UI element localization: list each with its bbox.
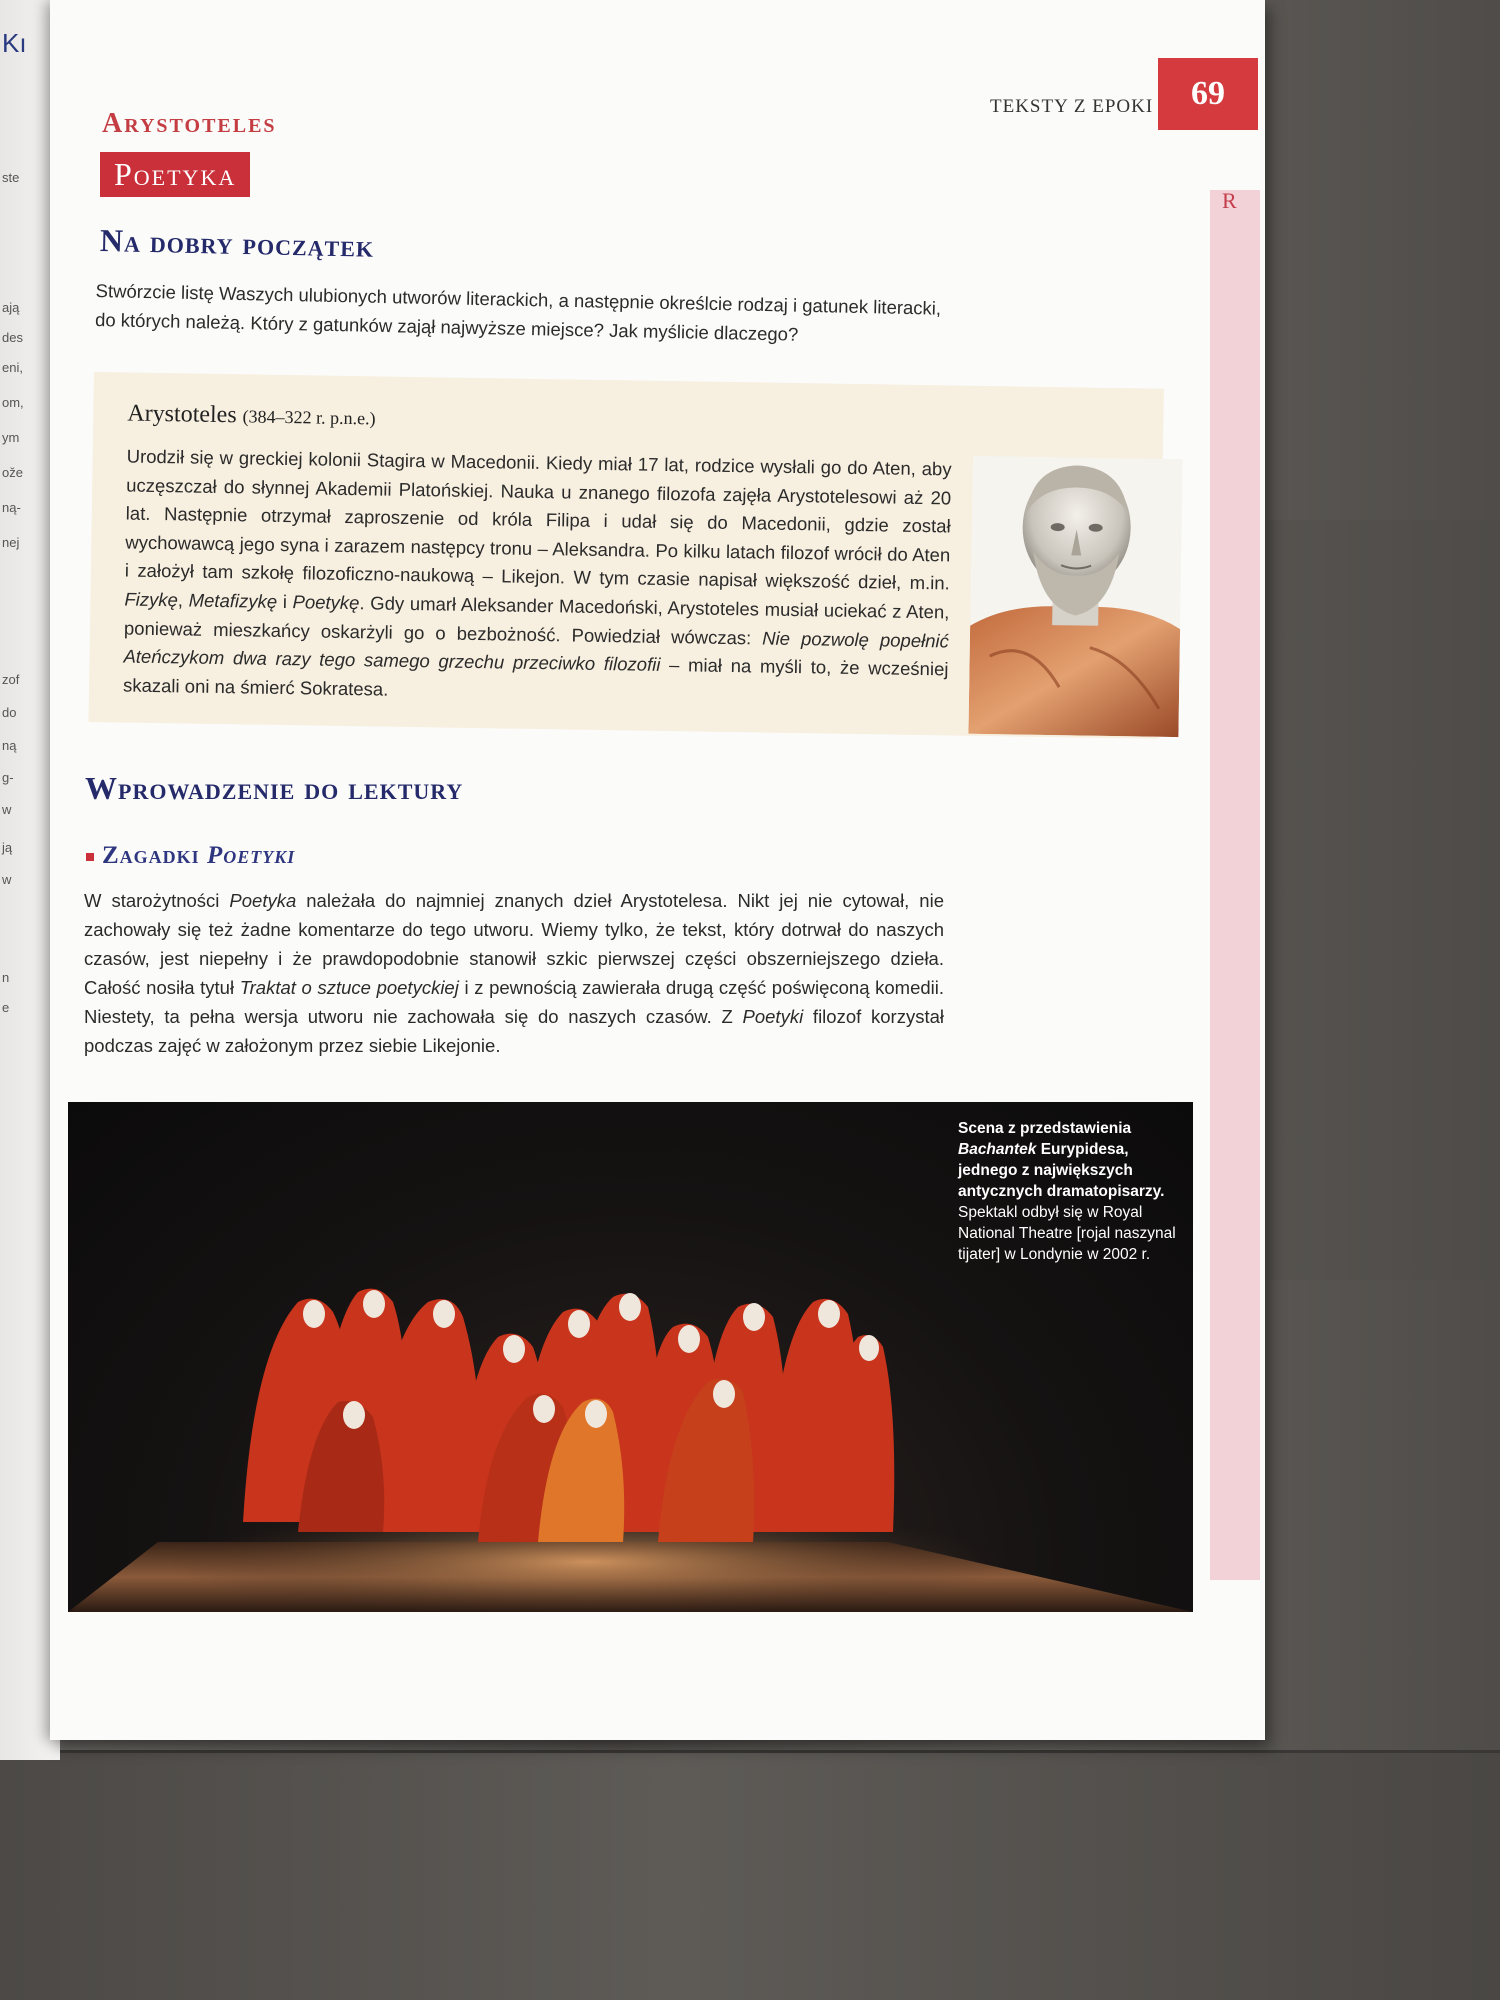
left-edge-fragment: nej xyxy=(2,535,20,550)
intro-text-part: należała do najmniej znanych dzieł Arystotelesa. Nikt jej nie cytował, nie zachowały się też żadne komentarze do tego utworu. Wiemy tylko, że tekst, który dotrwał do naszych czasów, jest niepełny i że prawdopodobnie stanowił szkic pierwszej części obszerniejszego dzieła. Całość nosiła tytuł xyxy=(84,890,944,998)
intro-text xyxy=(84,886,944,1060)
bio-name-text: Arystoteles xyxy=(127,400,237,429)
textbook-page xyxy=(50,0,1265,1740)
floor-plank xyxy=(0,1750,1500,2000)
bio-text xyxy=(123,443,952,713)
subheading-part: Zagadki xyxy=(102,842,207,869)
start-task-text: Stwórzcie listę Waszych ulubionych utworów literackich, a następnie określcie rodzaj i gatunek literacki, do których należą. Który z gatunków zajął najwyższe miejsce? Jak myślicie dlaczego? xyxy=(94,279,942,345)
section-heading-start: Na dobry początek xyxy=(99,222,375,264)
left-edge-fragment: ją xyxy=(2,840,13,855)
left-edge-fragment: des xyxy=(2,330,23,345)
bio-work-title: Metafizykę xyxy=(188,589,278,612)
left-edge-fragment: do xyxy=(2,705,17,720)
left-edge-fragment: ože xyxy=(2,465,23,480)
intro-text-part: i z pewnością zawierała drugą część poświęconą komedii. Niestety, ta pełna wersja utworu nie zachowała się do naszych czasów. Z xyxy=(84,977,945,1027)
left-edge-fragment: w xyxy=(2,802,12,817)
caption-bold: Scena z przedstawienia xyxy=(958,1120,1132,1137)
bio-text-part: i xyxy=(276,590,293,613)
bio-text-part: , xyxy=(177,589,189,611)
theatre-photo xyxy=(68,1102,1193,1612)
left-edge-fragment: Kı xyxy=(2,28,27,58)
intro-italic: Traktat o sztuce poetyckiej xyxy=(239,977,459,998)
floor-seam xyxy=(0,1750,1500,1753)
caption-play-title: Bachantek xyxy=(958,1141,1037,1158)
left-edge-fragment: g- xyxy=(2,770,14,785)
left-edge-fragment: w xyxy=(2,872,12,887)
left-edge-fragment: n xyxy=(2,970,10,985)
bio-quote: Nie pozwolę popełnić Ateńczykom dwa razy tego samego grzechu przeciwko filozofii xyxy=(123,627,950,676)
left-edge-fragment: ym xyxy=(2,430,20,445)
photo-caption xyxy=(958,1118,1188,1265)
intro-text-part: filozof korzystał podczas zajęć w założonym przez siebie Likejonie. xyxy=(84,1006,944,1056)
bio-work-title: Fizykę xyxy=(124,588,179,611)
bio-text-part: Urodził się w greckiej kolonii Stagira w Macedonii. Kiedy miał 17 lat, rodzice wysłali go do Aten, aby uczęszczał do słynnej Akademii Platońskiej. Nauka u znanego filozofa zajęła Arystotelesowi aż 20 lat. Następnie otrzymał zaproszenie od króla Filipa i udał się do Macedonii, gdzie został wychowawcą jego syna i zarazem następcy tronu – Aleksandra. Po kilku latach filozof wrócił do Aten i założył tam szkołę filozoficzno-naukową – Likejon. W tym czasie napisał większość dzieł, m.in. xyxy=(124,445,952,594)
work-title: Poetyka xyxy=(100,152,250,197)
intro-italic: Poetyka xyxy=(229,890,297,911)
page-number: 69 xyxy=(1158,58,1258,130)
side-color-strip xyxy=(1210,190,1260,1580)
left-edge-fragment: eni, xyxy=(2,360,23,375)
left-edge-fragment: zof xyxy=(2,672,20,687)
author-title: Arystoteles xyxy=(102,108,277,139)
section-heading-intro: Wprowadzenie do lektury xyxy=(85,770,464,806)
left-edge-fragment: ste xyxy=(2,170,20,185)
subheading-zagadki xyxy=(86,842,295,870)
intro-text-part: W starożytności xyxy=(84,890,230,911)
left-edge-fragment: ają xyxy=(2,300,20,315)
left-edge-fragment: e xyxy=(2,1000,10,1015)
caption-bold: Eurypidesa, jednego z największych antycznych dramatopisarzy. xyxy=(958,1141,1165,1200)
side-tab-letter: R xyxy=(1222,188,1237,213)
left-edge-fragment: ną- xyxy=(2,500,21,515)
left-edge-fragment: ną xyxy=(2,738,17,753)
bio-dates: (384–322 r. p.n.e.) xyxy=(242,406,376,429)
bio-name xyxy=(127,401,376,432)
bio-text-part: – miał na myśli to, że wcześniej skazali oni na śmierć Sokratesa. xyxy=(122,654,949,700)
bio-text-part: . Gdy umarł Aleksander Macedoński, Arystoteles musiał uciekać z Aten, ponieważ mieszkańcy oskarżyli go o bezbożność. Powiedział wówczas: xyxy=(123,592,950,649)
square-bullet-icon xyxy=(86,853,94,861)
left-edge-fragment: om, xyxy=(2,395,24,410)
bio-work-title: Poetykę xyxy=(292,591,360,614)
aristotle-bust-image xyxy=(968,456,1182,737)
running-head: TEKSTY Z EPOKI xyxy=(990,96,1154,117)
caption-normal: Spektakl odbył się w Royal National Theatre [rojal naszynal tijater] w Londynie w 2002 r. xyxy=(958,1204,1176,1263)
biography-box xyxy=(89,372,1164,739)
subheading-italic: Poetyki xyxy=(206,842,296,869)
intro-italic: Poetyki xyxy=(742,1006,804,1027)
